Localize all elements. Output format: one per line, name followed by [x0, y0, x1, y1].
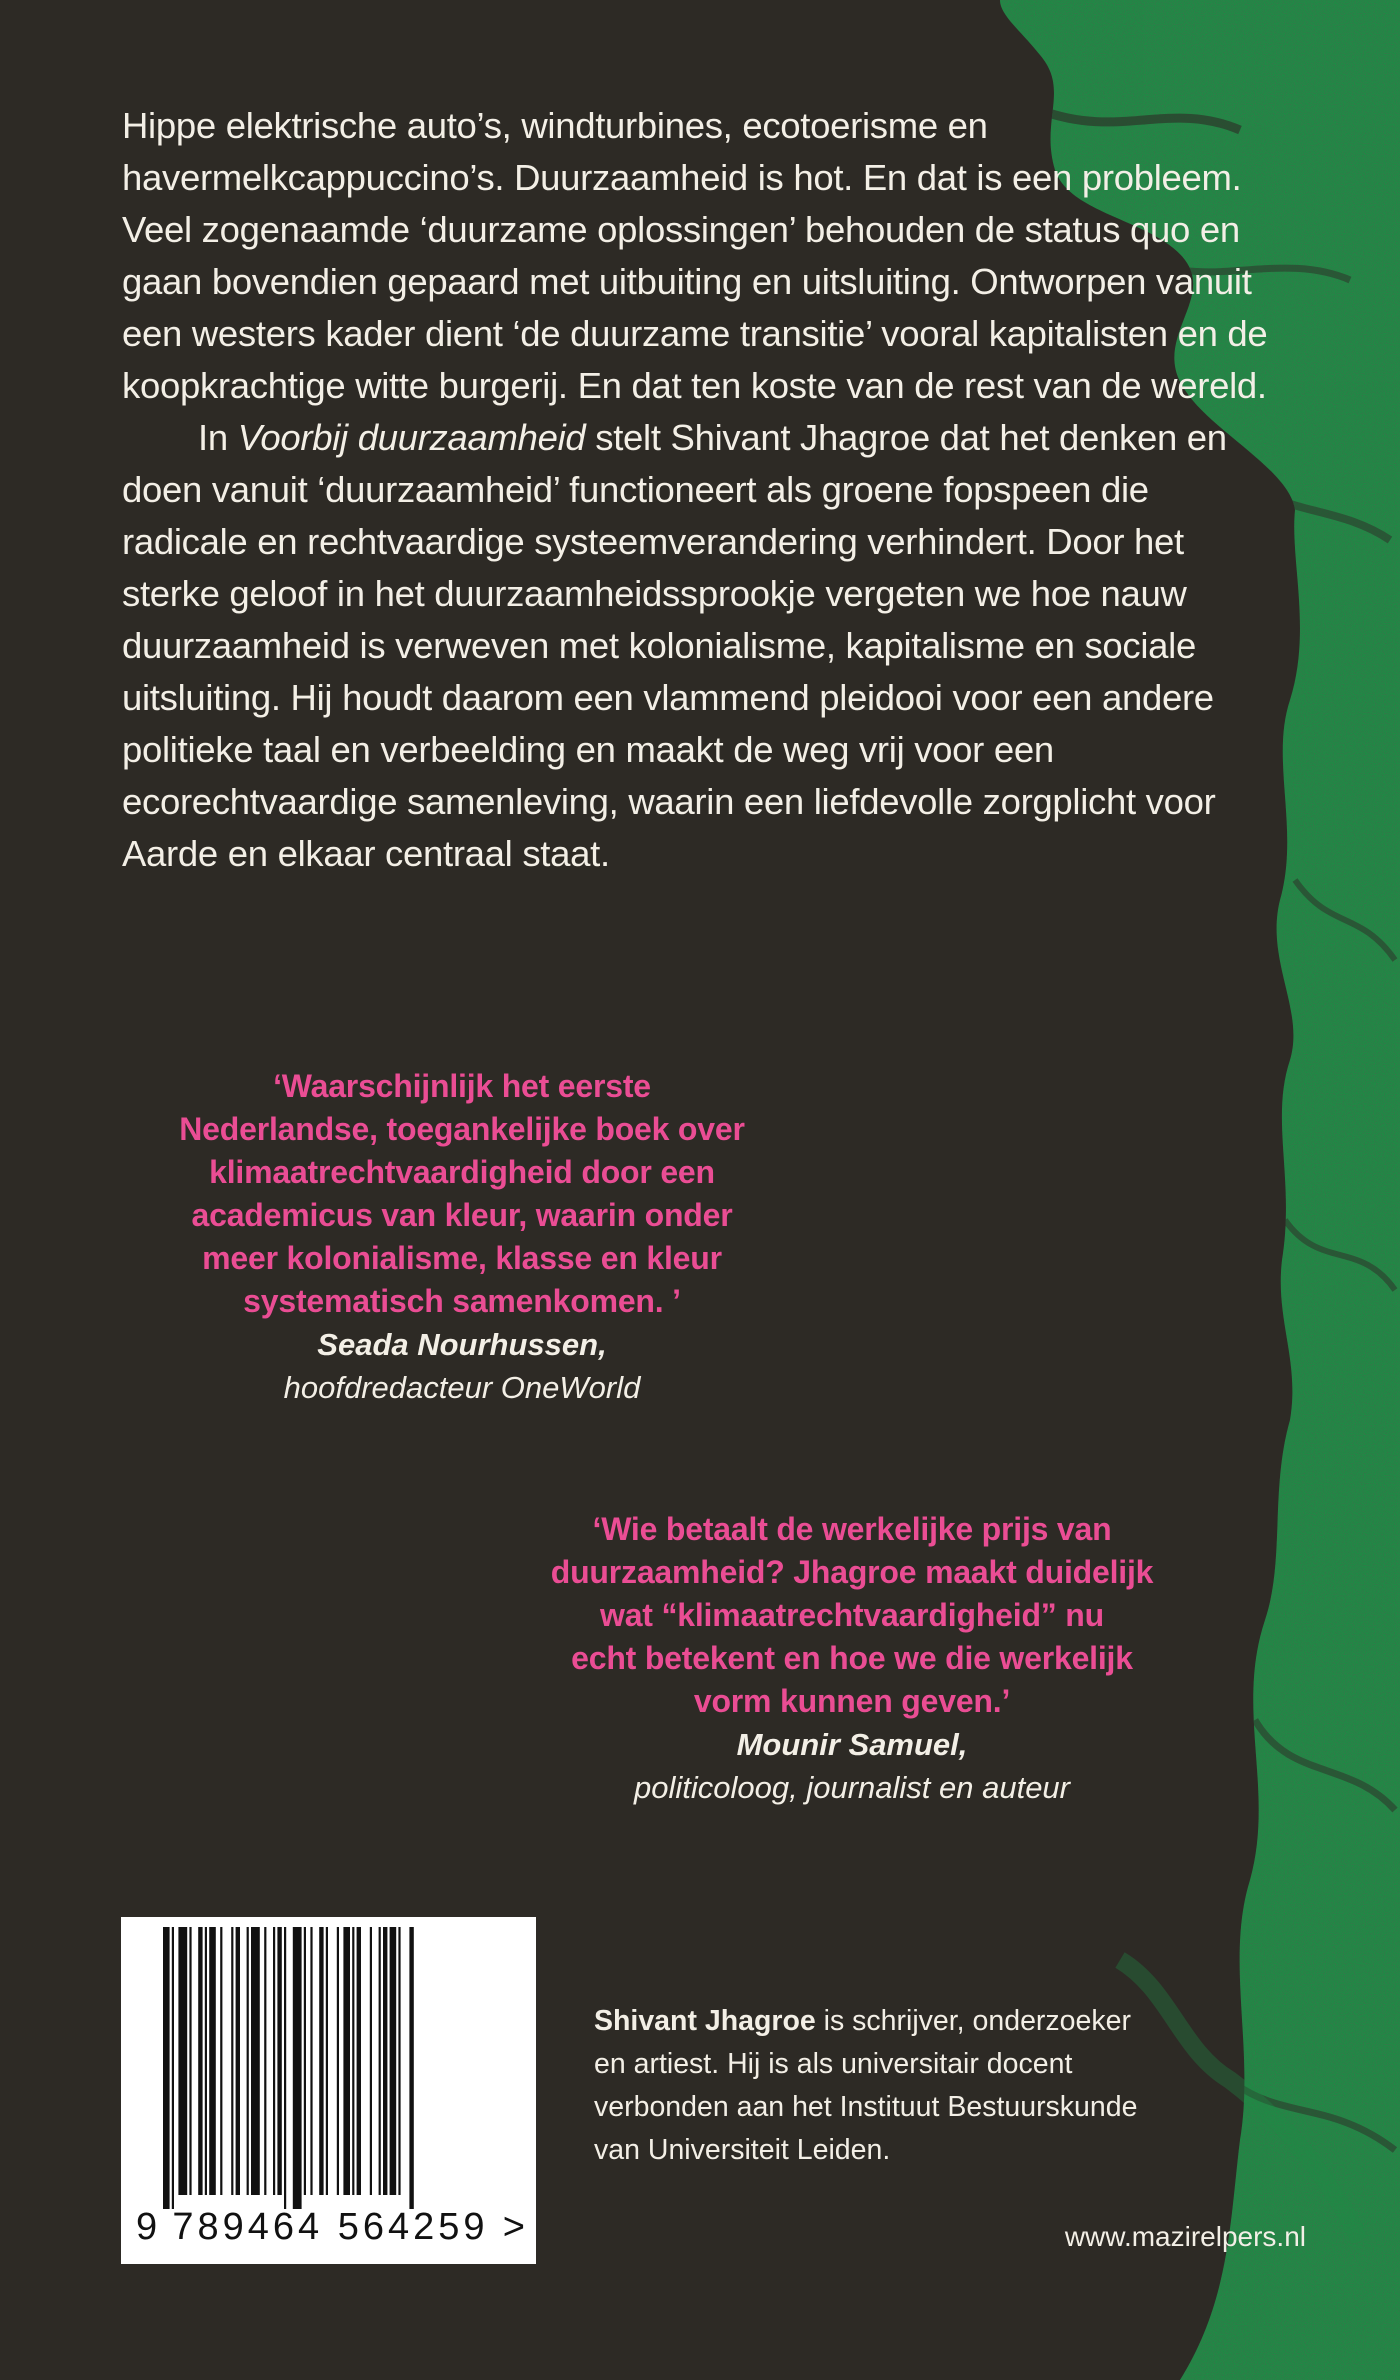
author-name: Shivant Jhagroe	[594, 2005, 816, 2037]
barcode-bar	[379, 1927, 381, 2195]
barcode-bar	[284, 1927, 286, 2209]
barcode-bar	[343, 1927, 350, 2195]
quote-line: ‘Waarschijnlijk het eerste	[273, 1068, 651, 1104]
isbn-number	[136, 2205, 526, 2249]
blurb-text	[122, 100, 1272, 880]
blurb-paragraph-2	[122, 412, 1272, 880]
isbn-end-mark: >	[502, 2206, 526, 2248]
barcode-bar	[319, 1927, 323, 2195]
quote-line: wat “klimaatrechtvaardigheid” nu	[600, 1597, 1104, 1633]
isbn-lead-digit: 9	[136, 2206, 159, 2248]
barcode-bar	[178, 1927, 187, 2195]
endorsement-quote-2	[472, 1508, 1232, 1809]
bio-line: van Universiteit Leiden.	[594, 2134, 891, 2166]
quote-2-role: politicoloog, journalist en auteur	[634, 1770, 1070, 1805]
bio-line: en artiest. Hij is als universitair docent	[594, 2048, 1073, 2080]
barcode-bar	[293, 1927, 302, 2209]
barcode-bar	[383, 1927, 387, 2195]
endorsement-quote-1	[112, 1065, 812, 1409]
bio-line: verbonden aan het Instituut Bestuurskunde	[594, 2091, 1138, 2123]
barcode-bar	[220, 1927, 222, 2195]
quote-line: meer kolonialisme, klasse en kleur	[202, 1240, 722, 1276]
barcode-bar	[352, 1927, 354, 2195]
barcode-bar	[357, 1927, 361, 2195]
blurb-paragraph-2-intro: In	[198, 417, 238, 458]
blurb-paragraph-2-rest: stelt Shivant Jhagroe dat het denken en doen vanuit ‘duurzaamheid’ functioneert als groene fopspeen die radicale en rechtvaardige systeemverandering verhindert. Door het sterke geloof in het duurzaamheidssprookje vergeten we hoe nauw duurzaamheid is verweven met kolonialisme, kapitalisme en sociale uitsluiting. Hij houdt daarom een vlammend pleidooi voor een andere politieke taal en verbeelding en maakt de weg vrij voor een ecorechtvaardige samenleving, waarin een liefdevolle zorgplicht voor Aarde en elkaar centraal staat.	[122, 417, 1227, 874]
quote-2-author: Mounir Samuel,	[736, 1727, 968, 1762]
publisher-website[interactable]: www.mazirelpers.nl	[1064, 2221, 1306, 2252]
barcode-bar	[172, 1927, 174, 2209]
quote-line: klimaatrechtvaardigheid door een	[209, 1154, 715, 1190]
barcode-bar	[231, 1927, 233, 2195]
quote-1-text	[112, 1065, 812, 1323]
barcode-bar	[310, 1927, 312, 2195]
quote-1-author: Seada Nourhussen,	[317, 1327, 607, 1362]
barcode-bar	[277, 1927, 281, 2195]
bio-line: is schrijver, onderzoeker	[815, 2005, 1131, 2037]
barcode-bar	[370, 1927, 372, 2195]
quote-line: academicus van kleur, waarin onder	[191, 1197, 733, 1233]
barcode-bar	[251, 1927, 260, 2195]
barcode-bar	[205, 1927, 207, 2195]
barcode-bar	[337, 1927, 339, 2195]
barcode-bar	[273, 1927, 275, 2195]
isbn-barcode	[121, 1917, 536, 2264]
barcode-bar	[326, 1927, 328, 2195]
barcode-bar	[209, 1927, 216, 2195]
barcode-bar	[409, 1927, 413, 2209]
quote-2-text	[472, 1508, 1232, 1723]
barcode-bar	[236, 1927, 240, 2195]
barcode-bar	[163, 1927, 170, 2209]
quote-line: systematisch samenkomen. ’	[243, 1283, 681, 1319]
quote-line: duurzaamheid? Jhagroe maakt duidelijk	[550, 1554, 1154, 1590]
quote-1-role: hoofdredacteur OneWorld	[283, 1370, 641, 1405]
quote-line: vorm kunnen geven.’	[693, 1683, 1011, 1719]
barcode-bar	[189, 1927, 191, 2195]
barcode-bar	[264, 1927, 266, 2195]
barcode-bar	[398, 1927, 400, 2195]
barcode-bar	[247, 1927, 249, 2195]
book-title: Voorbij duurzaamheid	[237, 417, 586, 458]
isbn-digits: 789464 564259	[172, 2206, 489, 2248]
quote-line: Nederlandse, toegankelijke boek over	[179, 1111, 745, 1147]
barcode-bar	[390, 1927, 397, 2195]
quote-line: ‘Wie betaalt de werkelijke prijs van	[592, 1511, 1112, 1547]
author-bio	[594, 2000, 1214, 2172]
blurb-paragraph-1: Hippe elektrische auto’s, windturbines, ecotoerisme en havermelkcappuccino’s. Duurzaamheid is hot. En dat is een probleem. Veel zogenaamde ‘duurzame oplossingen’ behouden de status quo en gaan bovendien gepaard met uitbuiting en uitsluiting. Ontworpen vanuit een westers kader dient ‘de duurzame transitie’ vooral kapitalisten en de koopkrachtige witte burgerij. En dat ten koste van de rest van de wereld.	[122, 105, 1268, 406]
barcode-bar	[304, 1927, 306, 2195]
barcode-bar	[198, 1927, 202, 2195]
quote-line: echt betekent en hoe we die werkelijk	[571, 1640, 1133, 1676]
